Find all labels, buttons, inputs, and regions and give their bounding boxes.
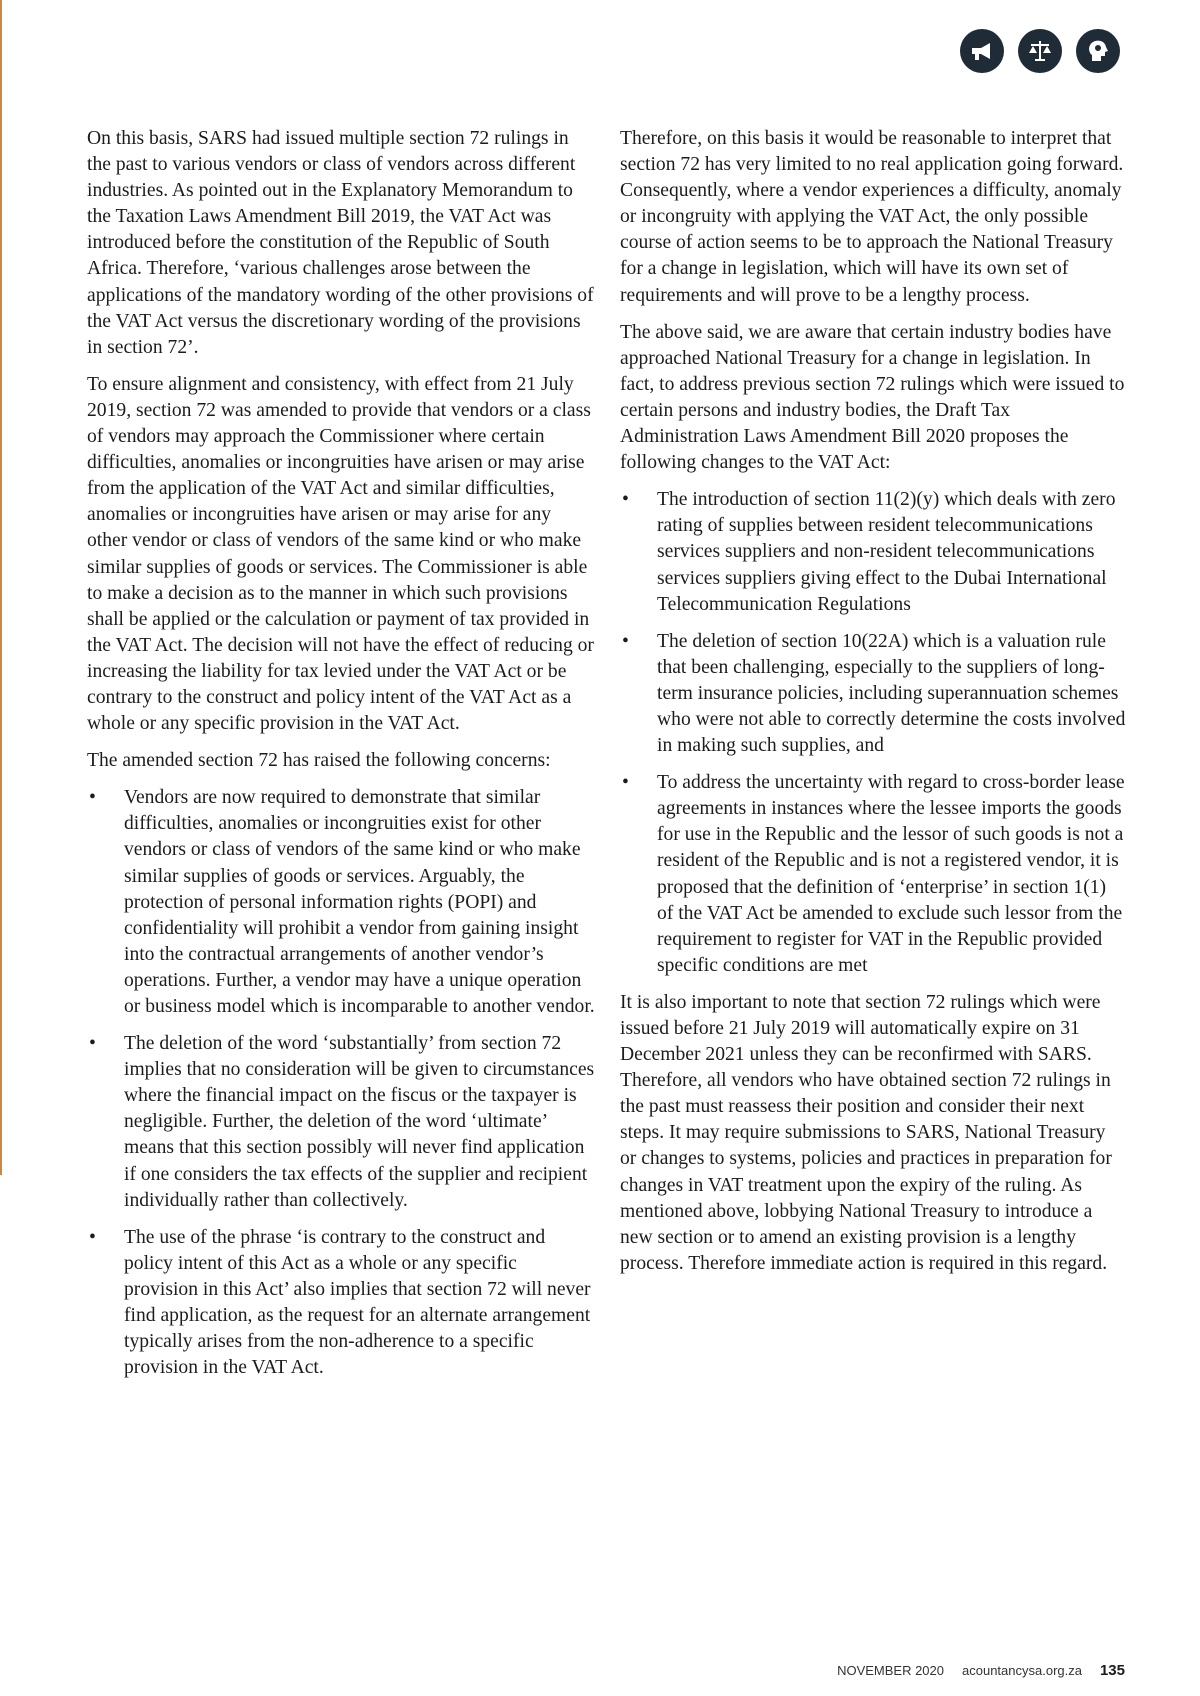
list-item — [87, 785, 595, 1020]
megaphone-icon — [960, 29, 1004, 73]
bullet-icon: • — [622, 489, 629, 511]
issue-date: NOVEMBER 2020 — [837, 1663, 944, 1678]
list-item — [620, 629, 1126, 759]
list-item-text: The introduction of section 11(2)(y) which deals with zero rating of supplies between resident telecommunications services suppliers and non-resident telecommunications services suppliers giving effect to the Dubai International Telecommunication Regulations — [657, 489, 1116, 615]
left-column — [87, 126, 595, 1392]
list-item — [620, 770, 1126, 979]
list-item-text: To address the uncertainty with regard to cross-border lease agreements in instances where the lessee imports the goods for use in the Republic and the lessor of such goods is not a resident of the Republic and is not a registered vendor, it is proposed that the definition of ‘enterprise’ in section 1(1) of the VAT Act be amended to exclude such lessor from the requirement to register for VAT in the Republic provided specific conditions are met — [657, 772, 1125, 976]
list-item-text: The deletion of section 10(22A) which is a valuation rule that been challenging, especially to the suppliers of long-term insurance policies, including superannuation schemes who were not able to correctly determine the costs involved in making such supplies, and — [657, 630, 1126, 757]
bullet-icon: • — [89, 787, 96, 809]
bullet-icon: • — [89, 1033, 96, 1055]
paragraph: The above said, we are aware that certain industry bodies have approached National Treasury for a change in legislation. In fact, to address previous section 72 rulings which were issued to certain persons and industry bodies, the Draft Tax Administration Laws Amendment Bill 2020 proposes the following changes to the VAT Act: — [620, 321, 1125, 474]
page-number: 135 — [1099, 1662, 1125, 1679]
paragraph: On this basis, SARS had issued multiple section 72 rulings in the past to various vendors or class of vendors across different industries. As pointed out in the Explanatory Memorandum to the Taxation Laws Amendment Bill 2019, the VAT Act was introduced before the constitution of the Republic of South Africa. Therefore, ‘various challenges arose between the applications of the mandatory wording of the other provisions of the VAT Act versus the discretionary wording of the provisions in section 72’. — [87, 128, 594, 358]
list-item-text: The use of the phrase ‘is contrary to the construct and policy intent of this Act as a whole or any specific provision in this Act’ also implies that section 72 will never find application, as the request for an alternate arrangement typically arises from the non-adherence to a specific provision in the VAT Act. — [124, 1226, 591, 1379]
list-item-text: Vendors are now required to demonstrate that similar difficulties, anomalies or incongruities exist for other vendors or class of vendors of the same kind or who make similar supplies of goods or services. Arguably, the protection of personal information rights (POPI) and confidentiality will prohibit a vendor from gaining insight into the contractual arrangements of another vendor’s operations. Further, a vendor may have a unique operation or business model which is incomparable to another vendor. — [124, 787, 595, 1017]
paragraph: To ensure alignment and consistency, with effect from 21 July 2019, section 72 was amended to provide that vendors or a class of vendors may approach the Commissioner where certain difficulties, anomalies or incongruities have arisen or may arise from the application of the VAT Act and similar difficulties, anomalies or incongruities have arisen or may arise for any other vendor or class of vendors of the same kind or who make similar supplies of goods or services. The Commissioner is able to make a decision as to the manner in which such provisions shall be applied or the calculation or payment of tax provided in the VAT Act. The decision will not have the effect of reducing or increasing the liability for tax levied under the VAT Act or be contrary to the construct and policy intent of the VAT Act as a whole or any specific provision in the VAT Act. — [87, 373, 594, 735]
bullet-icon: • — [622, 630, 629, 652]
bullet-list — [87, 785, 595, 1381]
list-item — [620, 487, 1126, 617]
right-column — [620, 126, 1126, 1288]
list-item-text: The deletion of the word ‘substantially’ from section 72 implies that no consideration will be given to circumstances where the financial impact on the fiscus or the taxpayer is negligible. Further, the deletion of the word ‘ultimate’ means that this section possibly will never find application if one considers the tax effects of the supplier and recipient individually rather than collectively. — [124, 1033, 595, 1211]
paragraph: It is also important to note that section 72 rulings which were issued before 21 July 2019 will automatically expire on 31 December 2021 unless they can be reconfirmed with SARS. Therefore, all vendors who have obtained section 72 rulings in the past must reassess their position and consider their next steps. It may require submissions to SARS, National Treasury or changes to systems, policies and practices in preparation for changes in VAT treatment upon the expiry of the ruling. As mentioned above, lobbying National Treasury to introduce a new section or to amend an existing provision is a lengthy process. Therefore immediate action is required in this regard. — [620, 991, 1112, 1274]
list-item — [87, 1225, 595, 1382]
section-icons — [960, 29, 1120, 73]
bullet-icon: • — [89, 1226, 96, 1248]
list-item — [87, 1031, 595, 1214]
left-margin-rule — [0, 0, 2, 1175]
bullet-icon: • — [622, 772, 629, 794]
bullet-list — [620, 487, 1126, 979]
head-profile-icon — [1076, 29, 1120, 73]
scales-icon — [1018, 29, 1062, 73]
paragraph: Therefore, on this basis it would be reasonable to interpret that section 72 has very limited to no real application going forward. Consequently, where a vendor experiences a difficulty, anomaly or incongruity with applying the VAT Act, the only possible course of action seems to be to approach the National Treasury for a change in legislation, which will have its own set of requirements and will prove to be a lengthy process. — [620, 128, 1124, 306]
paragraph: The amended section 72 has raised the following concerns: — [87, 750, 551, 772]
website-url: acountancysa.org.za — [962, 1663, 1082, 1678]
page-footer — [837, 1662, 1125, 1679]
